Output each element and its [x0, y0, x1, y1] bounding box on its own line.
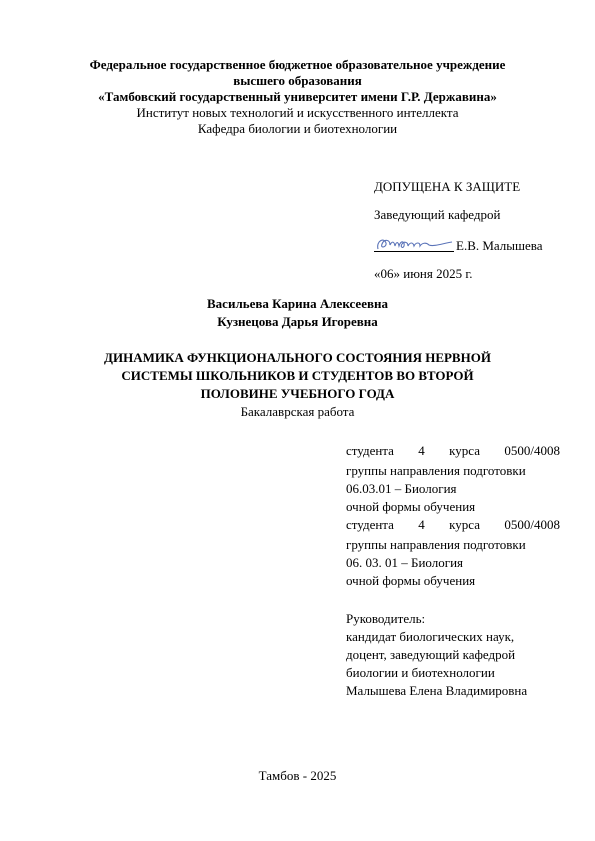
institute-name: Институт новых технологий и искусственного интеллекта	[136, 105, 459, 120]
student1-group: 0500/4008	[504, 443, 560, 458]
thesis-title-line3: ПОЛОВИНЕ УЧЕБНОГО ГОДА	[200, 386, 395, 401]
thesis-title-line1: ДИНАМИКА ФУНКЦИОНАЛЬНОГО СОСТОЯНИЯ НЕРВНОЙ	[104, 350, 491, 365]
thesis-type: Бакалаврская работа	[240, 404, 355, 419]
student2-course-word: курса	[449, 517, 480, 532]
signature-line	[374, 251, 454, 252]
student1-course-number: 4	[418, 443, 425, 458]
institution-type: Федеральное государственное бюджетное образовательное учреждение	[89, 57, 506, 72]
student2-course-number: 4	[418, 517, 425, 532]
supervisor-label: Руководитель:	[346, 611, 426, 626]
approver-name: Е.В. Малышева	[456, 238, 543, 253]
student1-direction-label: группы направления подготовки	[346, 463, 526, 478]
author-2: Кузнецова Дарья Игоревна	[217, 314, 378, 329]
supervisor-name: Малышева Елена Владимировна	[346, 683, 528, 698]
student2-direction: 06. 03. 01 – Биология	[346, 555, 464, 570]
city-year: Тамбов - 2025	[258, 768, 337, 783]
student1-course-line	[346, 443, 560, 459]
student2-direction-label: группы направления подготовки	[346, 537, 526, 552]
student2-word: студента	[346, 517, 394, 532]
supervisor-department: биологии и биотехнологии	[346, 665, 495, 680]
institution-level: высшего образования	[233, 73, 362, 88]
student1-word: студента	[346, 443, 394, 458]
student1-study-form: очной формы обучения	[346, 499, 476, 514]
supervisor-degree: кандидат биологических наук,	[346, 629, 515, 644]
author-1: Васильева Карина Алексеевна	[207, 296, 388, 311]
thesis-title-line2: СИСТЕМЫ ШКОЛЬНИКОВ И СТУДЕНТОВ ВО ВТОРОЙ	[121, 368, 474, 383]
student2-course-line	[346, 517, 560, 533]
approval-role: Заведующий кафедрой	[374, 207, 501, 222]
approval-date: «06» июня 2025 г.	[374, 266, 473, 281]
student1-course-word: курса	[449, 443, 480, 458]
signature-image	[374, 233, 454, 253]
department-name: Кафедра биологии и биотехнологии	[197, 121, 398, 136]
supervisor-position: доцент, заведующий кафедрой	[346, 647, 516, 662]
university-name: «Тамбовский государственный университет имени Г.Р. Державина»	[98, 89, 497, 104]
student1-direction: 06.03.01 – Биология	[346, 481, 457, 496]
approval-title: ДОПУЩЕНА К ЗАЩИТЕ	[374, 179, 521, 194]
student2-study-form: очной формы обучения	[346, 573, 476, 588]
student2-group: 0500/4008	[504, 517, 560, 532]
